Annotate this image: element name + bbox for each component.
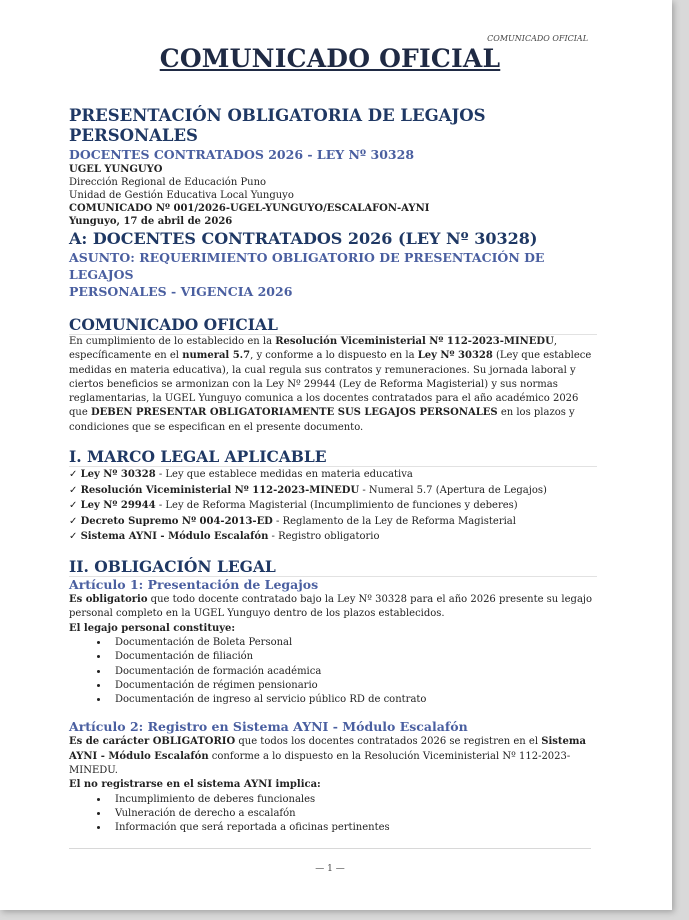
org-unidad: Unidad de Gestión Educativa Local Yunguyo <box>69 190 294 201</box>
intro-paragraph: En cumplimiento de lo establecido en la Resolución Viceministerial Nº 112-2023-MINEDU, específicamente en el numeral 5.7, y conforme a lo dispuesto en la Ley Nº 30328 (Ley que establece medidas en materia educativa), la cual regula sus contratos y remuneraciones. Su jornada laboral y ciertos beneficios se armonizan con la Ley Nº 29944 (Ley de Reforma Magisterial) y sus normas reglamentarias, la UGEL Yunguyo comunica a los docentes contratados para el año académico 2026 que DEBEN PRESENTAR OBLIGATORIAMENTE SUS LEGAJOS PERSONALES en los plazos y condiciones que se especifican en el presente documento. <box>69 336 592 433</box>
sub-heading: DOCENTES CONTRATADOS 2026 - LEY Nº 30328 <box>69 147 415 162</box>
footer-divider <box>69 848 591 849</box>
list-item: • Documentación de filiación <box>109 650 597 664</box>
list-item: ✓ Decreto Supremo Nº 004-2013-ED - Reglamento de la Ley de Reforma Magisterial <box>69 514 597 530</box>
list-item: ✓ Sistema AYNI - Módulo Escalafón - Registro obligatorio <box>69 529 597 545</box>
obligacion-legal-title: II. OBLIGACIÓN LEGAL <box>69 557 597 577</box>
header-note: COMUNICADO OFICIAL <box>487 34 588 43</box>
list-item: • Información que será reportada a oficinas pertinentes <box>109 821 597 835</box>
legajo-list <box>69 636 597 707</box>
date-line: Yunguyo, 17 de abril de 2026 <box>69 216 233 227</box>
list-item: • Documentación de Boleta Personal <box>109 636 597 650</box>
intro-section-title: COMUNICADO OFICIAL <box>69 315 597 335</box>
list-item: • Incumplimiento de deberes funcionales <box>109 793 597 807</box>
comunicado-number: COMUNICADO Nº 001/2026-UGEL-YUNGUYO/ESCALAFON-AYNI <box>69 203 430 214</box>
page-title: COMUNICADO OFICIAL <box>159 44 501 73</box>
org-direccion: Dirección Regional de Educación Puno <box>69 177 267 188</box>
ayni-consequences-list <box>69 793 597 836</box>
article-1-list-title: El legajo personal constituye: <box>69 622 236 634</box>
marco-legal-title: I. MARCO LEGAL APLICABLE <box>69 447 597 467</box>
org-ugel: UGEL YUNGUYO <box>69 164 163 175</box>
list-item: • Vulneración de derecho a escalafón <box>109 807 597 821</box>
list-item: • Documentación de régimen pensionario <box>109 679 597 693</box>
list-item: ✓ Ley Nº 30328 - Ley que establece medidas en materia educativa <box>69 467 597 483</box>
article-2-title: Artículo 2: Registro en Sistema AYNI - Módulo Escalafón <box>69 719 468 735</box>
subject-line-2: PERSONALES - VIGENCIA 2026 <box>69 284 293 299</box>
article-1-text: Es obligatorio que todo docente contratado bajo la Ley Nº 30328 para el año 2026 presente su legajo personal completo en la UGEL Yunguyo dentro de los plazos establecidos. <box>69 594 593 620</box>
list-item: • Documentación de formación académica <box>109 665 597 679</box>
document-body <box>69 106 597 836</box>
article-1-title: Artículo 1: Presentación de Legajos <box>69 577 319 593</box>
article-2-list-title: El no registrarse en el sistema AYNI implica: <box>69 779 321 791</box>
list-item: • Documentación de ingreso al servicio público RD de contrato <box>109 693 597 707</box>
list-item: ✓ Ley Nº 29944 - Ley de Reforma Magisterial (Incumplimiento de funciones y deberes) <box>69 498 597 514</box>
article-2-text: Es de carácter OBLIGATORIO que todos los docentes contratados 2026 se registren en el Sistema AYNI - Módulo Escalafón conforme a lo dispuesto en la Resolución Viceministerial Nº 112-2023-MINEDU. <box>69 736 586 777</box>
main-heading: PRESENTACIÓN OBLIGATORIA DE LEGAJOS PERSONALES <box>69 106 486 145</box>
page-number: — 1 — <box>315 864 345 874</box>
recipient-heading: A: DOCENTES CONTRATADOS 2026 (LEY Nº 30328) <box>69 229 538 248</box>
subject-line-1: ASUNTO: REQUERIMIENTO OBLIGATORIO DE PRESENTACIÓN DE LEGAJOS <box>69 250 545 282</box>
list-item: ✓ Resolución Viceministerial Nº 112-2023-MINEDU - Numeral 5.7 (Apertura de Legajos) <box>69 483 597 499</box>
marco-legal-list <box>69 467 597 545</box>
